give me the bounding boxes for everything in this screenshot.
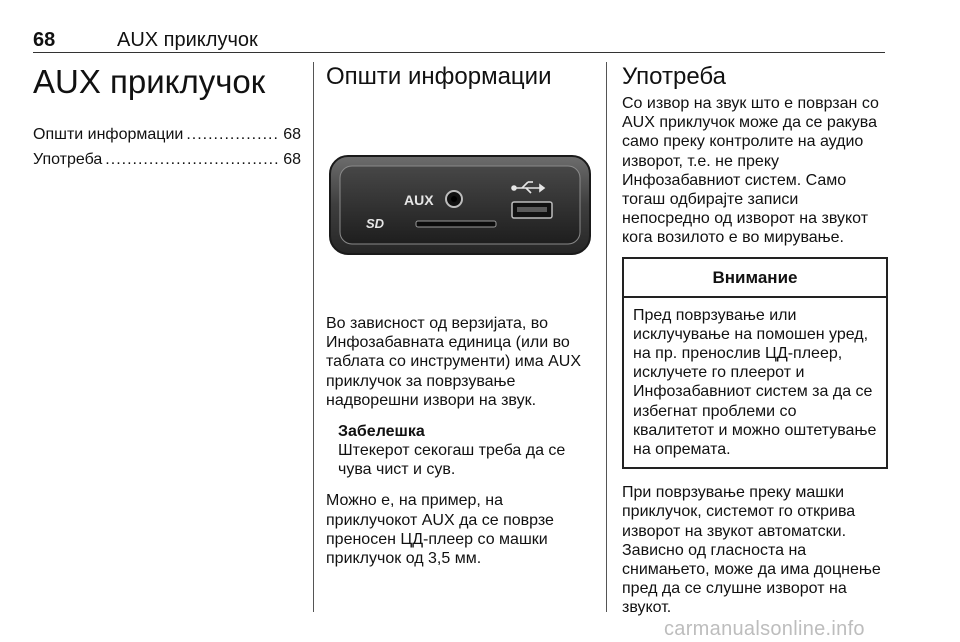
column-divider-1 <box>313 62 314 612</box>
usage-paragraph-1: Со извор на звук што е поврзан со AUX приклучок може да се ракува само преку контролите на аудио изворот, т.е. не преку Инфозабавниот систем. Само тогаш одбирајте записи непосредно од изворот на звукот кога возилото е во мирување. <box>622 95 879 247</box>
aux-label: AUX <box>404 192 434 208</box>
toc-page: 68 <box>283 151 301 168</box>
note-block <box>338 422 594 479</box>
running-title: AUX приклучок <box>117 29 258 51</box>
table-of-contents <box>33 122 301 172</box>
toc-leader <box>186 122 280 147</box>
usage-column <box>622 62 888 618</box>
general-paragraph-1: Во зависност од верзијата, во Инфозабавната единица (или во таблата со инструменти) има AUX приклучок за поврзување надворешни извори на звук. <box>326 315 581 409</box>
section-title-usage: Употреба <box>622 63 726 90</box>
sd-card-slot <box>416 221 496 227</box>
header-rule <box>33 52 885 53</box>
note-text: Штекерот секогаш треба да се чува чист и сув. <box>338 442 566 479</box>
aux-jack-hole <box>451 196 457 202</box>
warning-text: Пред поврзување или исклучување на помошен уред, на пр. пренослив ЦД-плеер, исклучете го плеерот и Инфозабавниот систем за да се избегнат проблеми со квалитетот и можно оштетување на опремата. <box>633 306 877 459</box>
usb-port-tongue <box>517 207 547 212</box>
toc-label: Употреба <box>33 151 103 168</box>
toc-entry-general[interactable] <box>33 122 301 147</box>
general-paragraph-2: Можно е, на пример, на приклучокот AUX да се поврзе преносен ЦД-плеер со машки приклучок од 3,5 мм. <box>326 492 554 568</box>
watermark-text: carmanualsonline.info <box>664 618 865 640</box>
chapter-title: AUX приклучок <box>33 63 266 100</box>
general-info-column <box>326 62 594 568</box>
aux-port-illustration <box>326 104 594 302</box>
toc-page: 68 <box>283 126 301 143</box>
toc-leader <box>105 147 280 172</box>
column-divider-2 <box>606 62 607 612</box>
chapter-column <box>33 62 301 172</box>
page-header <box>0 0 960 52</box>
warning-box <box>622 257 888 470</box>
toc-entry-usage[interactable] <box>33 147 301 172</box>
note-label: Забелешка <box>338 423 425 441</box>
usage-paragraph-2: При поврзување преку машки приклучок, системот го открива изворот на звукот автоматски. Зависно од гласноста на снимањето, може да има доцнење пред да се слушне изворот на звукот. <box>622 484 881 617</box>
toc-label: Општи информации <box>33 126 184 143</box>
section-title-general: Општи информации <box>326 63 552 90</box>
warning-body <box>624 298 886 468</box>
sd-label: SD <box>366 216 385 231</box>
page-number: 68 <box>33 29 56 51</box>
aux-panel-drawing <box>326 104 594 302</box>
warning-title: Внимание <box>624 259 886 298</box>
